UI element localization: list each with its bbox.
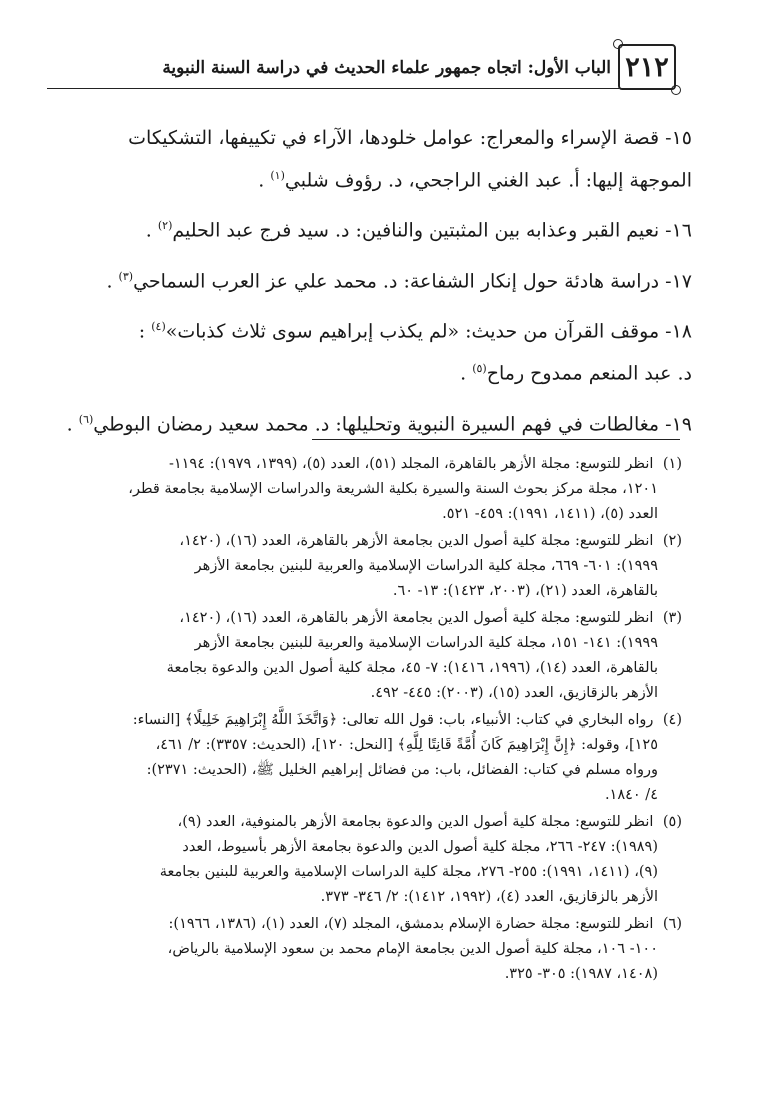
footnote-ref: (٤)	[151, 319, 166, 333]
list-item	[52, 207, 692, 249]
entry-line: ١٦- نعيم القبر وعذابه بين المثبتين والنافين: د. سيد فرج عبد الحليم	[172, 219, 692, 242]
footnote-ref: (١)	[270, 169, 285, 182]
entry-line: د. عبد المنعم ممدوح رماح	[486, 362, 692, 385]
footnote-number: (٦)	[662, 916, 682, 932]
footnote-line: الأزهر بالزقازيق، العدد (١٥)، (٢٠٠٣): ٤٤٥- ٤٩٢.	[370, 685, 658, 701]
header-rule	[47, 88, 619, 89]
footnote-line: ١٢٠١، مجلة مركز بحوث السنة والسيرة بكلية الشريعة والدراسات الإسلامية بجامعة قطر،	[128, 481, 658, 497]
footnote-line: رواه البخاري في كتاب: الأنبياء، باب: قول الله تعالى: ﴿وَاتَّخَذَ اللَّهُ إِبْرَاهِيمَ خَلِيلًا﴾ [النساء:	[132, 712, 654, 728]
footnote-line: ١٩٩٩): ٦٠١- ٦٦٩، مجلة كلية الدراسات الإسلامية والعربية للبنين بجامعة الأزهر	[194, 558, 658, 574]
footnote-line: انظر للتوسع: مجلة الأزهر بالقاهرة، المجلد (٥١)، العدد (٥)، (١٣٩٩، ١٩٧٩): ١١٩٤-	[168, 456, 654, 472]
footnote-line: ١٢٥]، وقوله: ﴿إِنَّ إِبْرَاهِيمَ كَانَ أُمَّةً قَانِتًا لِلَّهِ﴾ [النحل: ١٢٠]، (الحديث: ٣٣٥٧): ٢/ ٤٦١،	[155, 737, 658, 753]
footnote-line: ١٩٩٩): ١٤١- ١٥١، مجلة كلية الدراسات الإسلامية والعربية للبنين بجامعة الأزهر	[194, 635, 658, 651]
footnote	[46, 810, 682, 910]
entry-punct: .	[106, 269, 113, 292]
footnote-line: انظر للتوسع: مجلة حضارة الإسلام بدمشق، المجلد (٧)، العدد (١)، (١٣٨٦، ١٩٦٦):	[168, 916, 654, 932]
list-item	[52, 120, 692, 199]
entry-punct: .	[145, 219, 152, 242]
footnote-line: بالقاهرة، العدد (١٤)، (١٩٩٦، ١٤١٦): ٧- ٤٥، مجلة كلية أصول الدين والدعوة بجامعة	[166, 660, 658, 676]
footnote-line: ١٠٠- ١٠٦، مجلة كلية أصول الدين بجامعة الإمام محمد بن سعود الإسلامية بالرياض،	[167, 941, 658, 957]
footnote-line: (٩)، (١٤١١، ١٩٩١): ٢٥٥- ٢٧٦، مجلة كلية الدراسات الإسلامية والعربية للبنين بجامعة	[159, 864, 658, 880]
footnote	[46, 529, 682, 604]
footnote-line: انظر للتوسع: مجلة كلية أصول الدين بجامعة الأزهر بالقاهرة، العدد (١٦)، (١٤٢٠،	[179, 533, 654, 549]
entry-punct: .	[460, 362, 467, 385]
footnote-number: (٢)	[662, 533, 682, 549]
entry-line: ١٧- دراسة هادئة حول إنكار الشفاعة: د. محمد علي عز العرب السماحي	[133, 269, 692, 292]
entry-line: الموجهة إليها: أ. عبد الغني الراجحي، د. رؤوف شلبي	[284, 169, 692, 192]
footnote-number: (٥)	[662, 814, 682, 830]
footnote-ref: (٥)	[472, 362, 487, 376]
entry-line: ١٨- موقف القرآن من حديث: «لم يكذب إبراهيم سوى ثلاث كذبات»	[165, 320, 692, 343]
entry-line: ١٩- مغالطات في فهم السيرة النبوية وتحليلها: د. محمد سعيد رمضان البوطي	[93, 412, 692, 435]
page-number: ٢١٢	[625, 51, 669, 83]
footnote-line: (١٤٠٨، ١٩٨٧): ٣٠٥- ٣٢٥.	[504, 966, 658, 982]
entry-punct: :	[138, 320, 146, 343]
entry-punct: .	[258, 169, 265, 192]
list-item	[52, 401, 692, 443]
footnote-line: الأزهر بالزقازيق، العدد (٤)، (١٩٩٢، ١٤١٢): ٢/ ٣٤٦- ٣٧٣.	[320, 889, 658, 905]
footnote-ref: (٦)	[78, 412, 94, 426]
footnote-line: ورواه مسلم في كتاب: الفضائل، باب: من فضائل إبراهيم الخليل ﷺ، (الحديث: ٢٣٧١):	[146, 762, 658, 778]
footnote-ref: (٢)	[157, 219, 173, 233]
footnote-ref: (٣)	[118, 269, 134, 283]
entry-punct: .	[66, 412, 73, 435]
footnote	[46, 452, 682, 527]
entry-line: ١٥- قصة الإسراء والمعراج: عوامل خلودها، الآراء في تكييفها، التشكيكات	[128, 127, 692, 149]
footnote-rule	[312, 439, 680, 440]
footnote	[46, 606, 682, 706]
footnote-line: بالقاهرة، العدد (٢١)، (٢٠٠٣، ١٤٢٣): ١٣- ٦٠.	[392, 583, 658, 599]
footnote-number: (١)	[662, 456, 682, 472]
footnote-number: (٤)	[662, 712, 682, 728]
page-number-box	[618, 44, 676, 90]
list-item	[52, 308, 692, 393]
running-header-title: الباب الأول: اتجاه جمهور علماء الحديث في دراسة السنة النبوية	[162, 58, 611, 78]
footnote	[46, 708, 682, 808]
list-item	[52, 258, 692, 300]
footnote-number: (٣)	[662, 610, 682, 626]
main-list	[52, 120, 692, 451]
footnote-line: ٤/ ١٨٤٠.	[604, 787, 658, 803]
footnote-line: انظر للتوسع: مجلة كلية أصول الدين بجامعة الأزهر بالقاهرة، العدد (١٦)، (١٤٢٠،	[179, 610, 654, 626]
footnote-line: العدد (٥)، (١٤١١، ١٩٩١): ٤٥٩- ٥٢١.	[442, 506, 658, 522]
footnote-line: (١٩٨٩): ٢٤٧- ٢٦٦، مجلة كلية أصول الدين والدعوة بجامعة الأزهر بأسيوط، العدد	[182, 839, 658, 855]
footnote-line: انظر للتوسع: مجلة كلية أصول الدين والدعوة بجامعة الأزهر بالمنوفية، العدد (٩)،	[177, 814, 654, 830]
footnotes	[46, 452, 682, 989]
footnote	[46, 912, 682, 987]
